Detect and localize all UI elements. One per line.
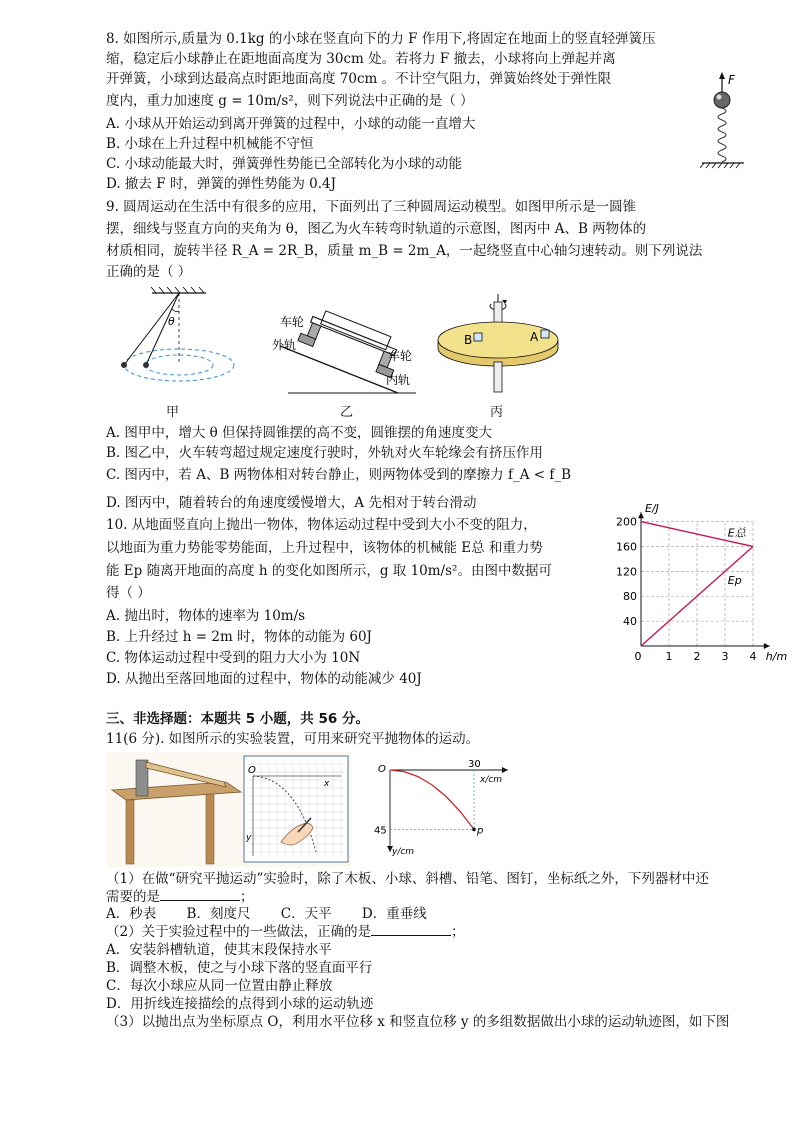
q9-option-b: B. 图乙中，火车转弯超过规定速度行驶时，外轨对火车轮缘会有挤压作用 xyxy=(106,445,544,461)
y-axis-arrow xyxy=(638,512,644,518)
q11-part2-option-d: D．用折线连接描绘的点得到小球的运动轨迹 xyxy=(106,996,374,1012)
energy-height-chart xyxy=(605,502,790,662)
q10-line-3: 能 Ep 随离开地面的高度 h 的变化如图所示，g 取 10m/s²。由图中数据可 xyxy=(106,563,552,579)
turntable-figure xyxy=(436,292,561,397)
trajectory-curve xyxy=(390,770,474,829)
q8-option-d: D. 撤去 F 时，弹簧的弹性势能为 0.4J xyxy=(106,176,337,192)
force-arrowhead xyxy=(719,72,725,79)
q9-line-4: 正确的是（ ） xyxy=(106,264,192,280)
ground-hatch xyxy=(700,163,740,168)
q11-part1-prompt: 需要的是 xyxy=(106,889,160,905)
q8-line-1: 8. 如图所示,质量为 0.1kg 的小球在竖直向下的力 F 作用下,将固定在地面上的竖直轻弹簧压 xyxy=(106,31,656,47)
x-tick-2: 2 xyxy=(693,650,701,662)
x-axis-label: h/m xyxy=(765,650,788,662)
x-tick-1: 1 xyxy=(665,650,673,662)
x-tick-3: 3 xyxy=(721,650,729,662)
y-tick-200: 200 xyxy=(616,515,637,529)
q8-line-4: 度内，重力加速度 g = 10m/s²，则下列说法中正确的是（ ） xyxy=(106,93,474,109)
q9-option-c: C. 图丙中，若 A、B 两物体相对转台静止，则两物体受到的摩擦力 f_A < f_B xyxy=(106,467,572,483)
q9-line-1: 9. 圆周运动在生活中有很多的应用，下面列出了三种圆周运动模型。如图甲所示是一圆锥 xyxy=(106,199,637,215)
x-tick-0: 0 xyxy=(634,650,642,662)
y-tick-120: 120 xyxy=(616,565,637,579)
force-label: F xyxy=(728,73,735,87)
point-p-label: p xyxy=(477,825,484,837)
q9-option-a: A. 图甲中，增大 θ 但保持圆锥摆的高不变，圆锥摆的角速度变大 xyxy=(106,425,493,441)
q11-part1-options xyxy=(106,905,427,923)
inner-rail-label: 内轨 xyxy=(386,373,411,387)
trajectory-chart xyxy=(370,758,520,858)
q8-line-3: 开弹簧，小球到达最高点时距地面高度 70cm 。不计空气阻力，弹簧始终处于弹性限 xyxy=(106,71,612,87)
series-label-potential-energy: Ep xyxy=(727,573,742,587)
q10-option-a: A. 抛出时，物体的速率为 10m/s xyxy=(106,608,306,624)
bob-2 xyxy=(143,362,149,368)
q9-option-d: D. 图丙中，随着转台的角速度缓慢增大，A 先相对于转台滑动 xyxy=(106,495,477,511)
y-tick-45: 45 xyxy=(374,825,387,837)
q9-line-2: 摆，细线与竖直方向的夹角为 θ，图乙为火车转弯时轨道的示意图，图丙中 A、B 两物体的 xyxy=(106,221,647,237)
x-tick-30: 30 xyxy=(468,759,481,770)
q11-intro: 11(6 分). 如图所示的实验装置，可用来研究平抛物体的运动。 xyxy=(106,731,480,747)
ball-icon xyxy=(714,92,730,108)
table-leg-right xyxy=(206,794,214,864)
projectile-apparatus-figure xyxy=(106,752,351,867)
spring-coil xyxy=(718,108,726,162)
x-tick-4: 4 xyxy=(749,650,757,662)
q8-option-a: A. 小球从开始运动到离开弹簧的过程中，小球的动能一直增大 xyxy=(106,116,476,132)
wheel-label-right: 车轮 xyxy=(388,349,413,363)
origin-label: O xyxy=(378,764,386,775)
q10-line-2: 以地面为重力势能零势能面，上升过程中，该物体的机械能 E总 和重力势 xyxy=(106,540,543,556)
block-b xyxy=(474,333,482,341)
caption-jia: 甲 xyxy=(166,405,180,420)
x-axis-arrow xyxy=(764,643,770,649)
q8-line-2: 缩，稳定后小球静止在距地面高度为 30cm 处。若将力 F 撤去，小球将向上弹起并离 xyxy=(106,51,616,67)
q11-part1-semicolon: ； xyxy=(240,889,254,905)
caption-yi: 乙 xyxy=(340,405,354,420)
lower-shaft xyxy=(494,362,502,392)
q10-line-4: 得（ ） xyxy=(106,585,151,601)
point-p xyxy=(472,828,476,832)
block-b-label: B xyxy=(464,333,473,347)
conical-pendulum-figure xyxy=(108,285,268,400)
x-axis-label: x/cm xyxy=(480,775,503,785)
q11-part1: （1）在做“研究平抛运动”实验时，除了木板、小球、斜槽、铅笔、图钉，坐标纸之外，下列器材中还 xyxy=(106,871,709,887)
y-axis-label: y/cm xyxy=(392,847,415,857)
series-label-total-energy: E总 xyxy=(727,526,746,540)
y-tick-80: 80 xyxy=(623,590,637,604)
bob-1 xyxy=(121,362,127,368)
q11-part2-row xyxy=(106,923,465,941)
block-a-label: A xyxy=(530,330,539,344)
theta-label: θ xyxy=(168,315,175,328)
turntable-disc xyxy=(438,322,558,358)
q11-part3: （3）以抛出点为坐标原点 O，利用水平位移 x 和竖直位移 y 的多组数据做出小球的运动轨迹图，如下图 xyxy=(106,1014,730,1030)
q11-part1-option-a: A．秒表 xyxy=(106,906,157,922)
q8-option-c: C. 小球动能最大时，弹簧弹性势能已全部转化为小球的动能 xyxy=(106,156,462,172)
q8-option-b: B. 小球在上升过程中机械能不守恒 xyxy=(106,136,314,152)
caption-bing: 丙 xyxy=(490,405,504,420)
q10-option-b: B. 上升经过 h = 2m 时，物体的动能为 60J xyxy=(106,629,372,645)
q11-part1-option-c: C．天平 xyxy=(280,906,332,922)
railway-figure xyxy=(268,298,428,398)
q11-part1-answer-blank[interactable] xyxy=(160,888,240,901)
q11-part1-option-d: D．重垂线 xyxy=(361,906,427,922)
spring-ball-figure xyxy=(700,70,760,180)
q11-part2-option-c: C．每次小球应从同一位置由静止释放 xyxy=(106,978,333,994)
q11-part2-answer-blank[interactable] xyxy=(371,923,451,936)
section-title: 三、非选择题：本题共 5 小题，共 56 分。 xyxy=(106,711,369,727)
y-tick-160: 160 xyxy=(616,540,637,554)
y-tick-40: 40 xyxy=(623,615,637,629)
q10-option-c: C. 物体运动过程中受到的阻力大小为 10N xyxy=(106,650,361,666)
outer-rail-label: 外轨 xyxy=(272,338,297,352)
board-y-label: y xyxy=(246,833,252,843)
q9-line-3: 材质相同，旋转半径 R_A = 2R_B，质量 m_B = 2m_A，一起绕竖直中心轴匀速转动。则下列说法 xyxy=(106,243,703,259)
q10-line-1: 10. 从地面竖直向上抛出一物体，物体运动过程中受到大小不变的阻力， xyxy=(106,517,537,533)
board-x-label: x xyxy=(324,779,330,789)
q11-part1-answer-row xyxy=(106,888,254,906)
q11-part2-option-a: A．安装斜槽轨道，使其末段保持水平 xyxy=(106,942,332,958)
board-origin-label: O xyxy=(248,765,256,776)
q11-part1-option-b: B．刻度尺 xyxy=(186,906,251,922)
wheel-label-top: 车轮 xyxy=(280,315,305,329)
block-a xyxy=(541,330,549,338)
x-axis-arrow xyxy=(502,767,508,773)
q10-option-d: D. 从抛出至落回地面的过程中，物体的动能减少 40J xyxy=(106,671,422,687)
q11-part2-semicolon: ； xyxy=(451,924,465,940)
q11-part2-option-b: B．调整木板，使之与小球下落的竖直面平行 xyxy=(106,960,373,976)
q11-part2-prompt: （2）关于实验过程中的一些做法，正确的是 xyxy=(106,924,372,940)
table-leg-left xyxy=(126,800,134,864)
y-axis-label: E/J xyxy=(645,502,659,515)
